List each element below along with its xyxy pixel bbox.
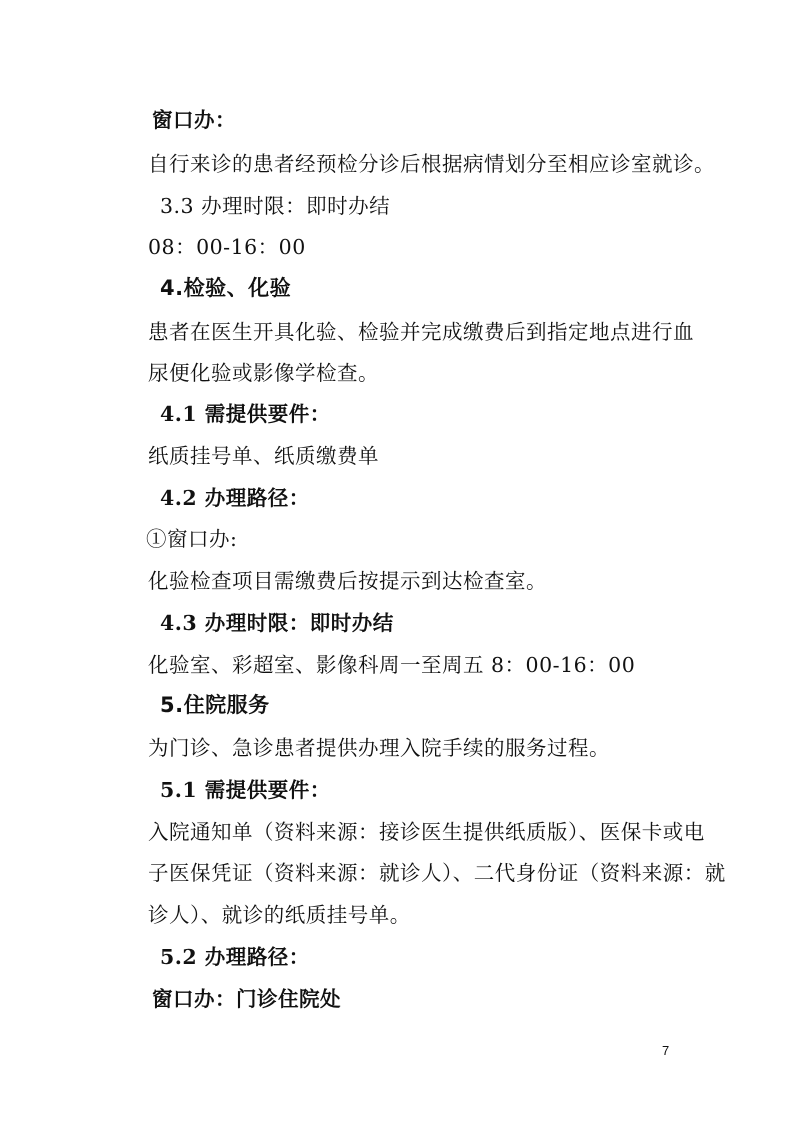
subsection-heading: 5.2 办理路径： xyxy=(160,945,310,969)
section-heading-hospitalization: 5.住院服务 xyxy=(160,693,270,717)
window-service-label: 窗口办： xyxy=(152,108,236,132)
body-text-line: 为门诊、急诊患者提供办理入院手续的服务过程。 xyxy=(148,736,610,760)
body-text-line: 入院通知单（资料来源：接诊医生提供纸质版）、医保卡或电 xyxy=(148,820,705,844)
body-text-line: 化验检查项目需缴费后按提示到达检查室。 xyxy=(148,569,547,593)
body-text-line: ①窗口办: xyxy=(146,527,238,551)
hours-line: 08：00-16：00 xyxy=(148,235,306,259)
page-number: 7 xyxy=(662,1043,670,1058)
body-text-line: 诊人）、就诊的纸质挂号单。 xyxy=(148,903,411,927)
subsection-heading: 4.2 办理路径： xyxy=(160,486,310,510)
body-text-line: 子医保凭证（资料来源：就诊人）、二代身份证（资料来源：就 xyxy=(148,861,726,885)
time-limit-line: 3.3 办理时限：即时办结 xyxy=(160,194,391,218)
body-text-line: 化验室、彩超室、影像科周一至周五 8：00-16：00 xyxy=(148,653,636,677)
body-text-line: 尿便化验或影像学检查。 xyxy=(148,361,379,385)
body-text-line: 患者在医生开具化验、检验并完成缴费后到指定地点进行血 xyxy=(148,320,694,344)
subsection-heading: 4.1 需提供要件： xyxy=(160,402,331,426)
subsection-heading: 4.3 办理时限：即时办结 xyxy=(160,611,394,635)
body-text-line: 自行来诊的患者经预检分诊后根据病情划分至相应诊室就诊。 xyxy=(148,152,715,176)
body-text-line: 窗口办：门诊住院处 xyxy=(152,987,341,1011)
subsection-heading: 5.1 需提供要件： xyxy=(160,778,331,802)
body-text-line: 纸质挂号单、纸质缴费单 xyxy=(148,444,379,468)
section-heading-inspection: 4.检验、化验 xyxy=(160,276,292,300)
